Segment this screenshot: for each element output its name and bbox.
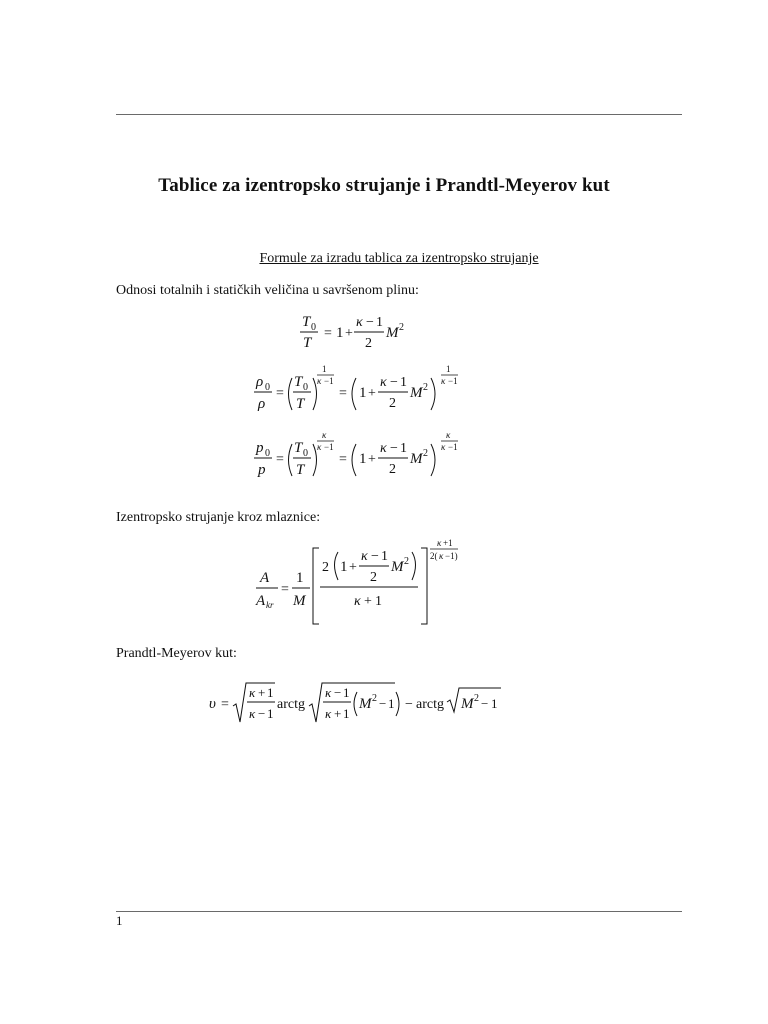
svg-text:=: = <box>324 326 332 341</box>
footer-rule <box>116 911 682 912</box>
svg-text:2: 2 <box>423 448 428 459</box>
svg-text:κ: κ <box>249 706 256 721</box>
svg-text:κ: κ <box>322 430 327 440</box>
svg-text:T: T <box>294 374 303 390</box>
svg-text:−: − <box>371 549 379 564</box>
svg-text:κ: κ <box>354 594 361 609</box>
svg-text:T: T <box>296 462 305 478</box>
svg-text:0: 0 <box>311 322 316 333</box>
svg-text:M: M <box>391 559 404 575</box>
svg-text:κ: κ <box>441 376 446 386</box>
svg-text:+: + <box>349 560 357 575</box>
prandtl-meyer-paragraph: Prandtl-Meyerov kut: <box>116 646 237 661</box>
svg-text:arctg: arctg <box>416 697 444 712</box>
svg-text:−1: −1 <box>324 442 334 452</box>
svg-text:M: M <box>410 385 423 401</box>
svg-text:υ: υ <box>209 696 216 712</box>
document-title: Tablice za izentropsko strujanje i Prandtl-Meyerov kut <box>158 175 610 196</box>
svg-text:kr: kr <box>266 600 274 610</box>
formula-density-ratio <box>250 362 470 420</box>
svg-text:T: T <box>303 335 312 351</box>
svg-text:1: 1 <box>388 696 395 711</box>
svg-text:0: 0 <box>265 382 270 393</box>
svg-text:1: 1 <box>340 559 348 575</box>
svg-text:κ: κ <box>317 442 322 452</box>
svg-text:0: 0 <box>303 448 308 459</box>
section-subtitle: Formule za izradu tablica za izentropsko strujanje <box>259 251 539 266</box>
svg-text:A: A <box>256 593 266 609</box>
svg-text:2: 2 <box>322 560 329 575</box>
svg-text:−1: −1 <box>324 376 334 386</box>
svg-text:M: M <box>359 696 372 712</box>
svg-text:κ: κ <box>437 538 442 548</box>
svg-text:2: 2 <box>474 693 479 704</box>
svg-text:+: + <box>368 386 376 401</box>
svg-text:1: 1 <box>343 685 350 700</box>
svg-text:2: 2 <box>399 322 404 333</box>
svg-text:2: 2 <box>404 556 409 567</box>
svg-text:κ: κ <box>317 376 322 386</box>
svg-text:−1: −1 <box>448 442 458 452</box>
svg-text:p: p <box>258 462 266 478</box>
svg-text:=: = <box>276 386 284 401</box>
svg-text:A: A <box>260 570 270 586</box>
svg-text:2: 2 <box>389 462 396 477</box>
svg-text:κ: κ <box>249 685 256 700</box>
svg-text:2: 2 <box>372 693 377 704</box>
svg-text:+: + <box>345 326 353 341</box>
svg-text:κ: κ <box>356 315 363 330</box>
header-rule <box>116 114 682 115</box>
svg-text:−: − <box>390 441 398 456</box>
svg-text:M: M <box>410 451 423 467</box>
formula-area-ratio <box>252 536 467 632</box>
svg-text:1: 1 <box>296 570 304 586</box>
svg-text:T: T <box>294 440 303 456</box>
svg-text:+: + <box>258 685 266 700</box>
svg-text:=: = <box>276 452 284 467</box>
svg-text:κ: κ <box>325 706 332 721</box>
svg-text:T: T <box>296 396 305 412</box>
svg-text:1: 1 <box>400 441 407 456</box>
svg-text:1: 1 <box>359 385 367 401</box>
svg-text:1: 1 <box>267 706 274 721</box>
svg-text:+: + <box>334 706 342 721</box>
svg-text:2: 2 <box>389 396 396 411</box>
formula-pressure-ratio <box>250 428 470 484</box>
svg-text:T: T <box>302 314 311 330</box>
svg-text:M: M <box>461 696 474 712</box>
svg-text:−: − <box>390 375 398 390</box>
svg-text:=: = <box>339 386 347 401</box>
svg-text:2: 2 <box>370 570 377 585</box>
svg-text:=: = <box>221 697 229 712</box>
formula-temperature-ratio <box>296 308 446 352</box>
svg-text:M: M <box>386 325 399 341</box>
svg-text:2: 2 <box>365 336 372 351</box>
intro-paragraph: Odnosi totalnih i statičkih veličina u savršenom plinu: <box>116 283 419 298</box>
svg-text:1: 1 <box>446 364 451 374</box>
page-number: 1 <box>116 913 123 928</box>
svg-text:0: 0 <box>265 448 270 459</box>
svg-text:−: − <box>379 696 387 711</box>
svg-text:ρ: ρ <box>256 374 264 390</box>
svg-text:=: = <box>339 452 347 467</box>
svg-text:−: − <box>405 697 413 712</box>
svg-text:1: 1 <box>322 364 327 374</box>
svg-text:1: 1 <box>381 549 388 564</box>
svg-text:−: − <box>334 685 342 700</box>
svg-text:κ: κ <box>380 375 387 390</box>
svg-text:κ: κ <box>361 549 368 564</box>
svg-text:1: 1 <box>375 594 382 609</box>
svg-text:2: 2 <box>423 382 428 393</box>
svg-text:1: 1 <box>336 325 344 341</box>
svg-text:1: 1 <box>491 696 498 711</box>
svg-text:−: − <box>366 315 374 330</box>
svg-text:−: − <box>481 696 489 711</box>
svg-text:M: M <box>293 593 306 609</box>
svg-text:arctg: arctg <box>277 697 305 712</box>
svg-text:=: = <box>281 582 289 597</box>
formula-prandtl-meyer <box>205 680 505 726</box>
svg-text:+1: +1 <box>443 538 453 548</box>
svg-text:κ: κ <box>446 430 451 440</box>
svg-text:−: − <box>258 706 266 721</box>
svg-text:−1): −1) <box>445 551 458 561</box>
svg-text:1: 1 <box>343 706 350 721</box>
svg-text:κ: κ <box>325 685 332 700</box>
svg-text:κ: κ <box>380 441 387 456</box>
svg-text:1: 1 <box>359 451 367 467</box>
svg-text:1: 1 <box>376 315 383 330</box>
svg-text:2(: 2( <box>430 551 438 561</box>
svg-text:+: + <box>368 452 376 467</box>
svg-text:−1: −1 <box>448 376 458 386</box>
nozzle-paragraph: Izentropsko strujanje kroz mlaznice: <box>116 510 321 525</box>
svg-text:+: + <box>364 594 372 609</box>
svg-text:p: p <box>256 440 264 456</box>
svg-text:1: 1 <box>400 375 407 390</box>
svg-text:κ: κ <box>439 551 444 561</box>
svg-text:ρ: ρ <box>258 396 266 412</box>
svg-text:0: 0 <box>303 382 308 393</box>
svg-text:1: 1 <box>267 685 274 700</box>
svg-text:κ: κ <box>441 442 446 452</box>
